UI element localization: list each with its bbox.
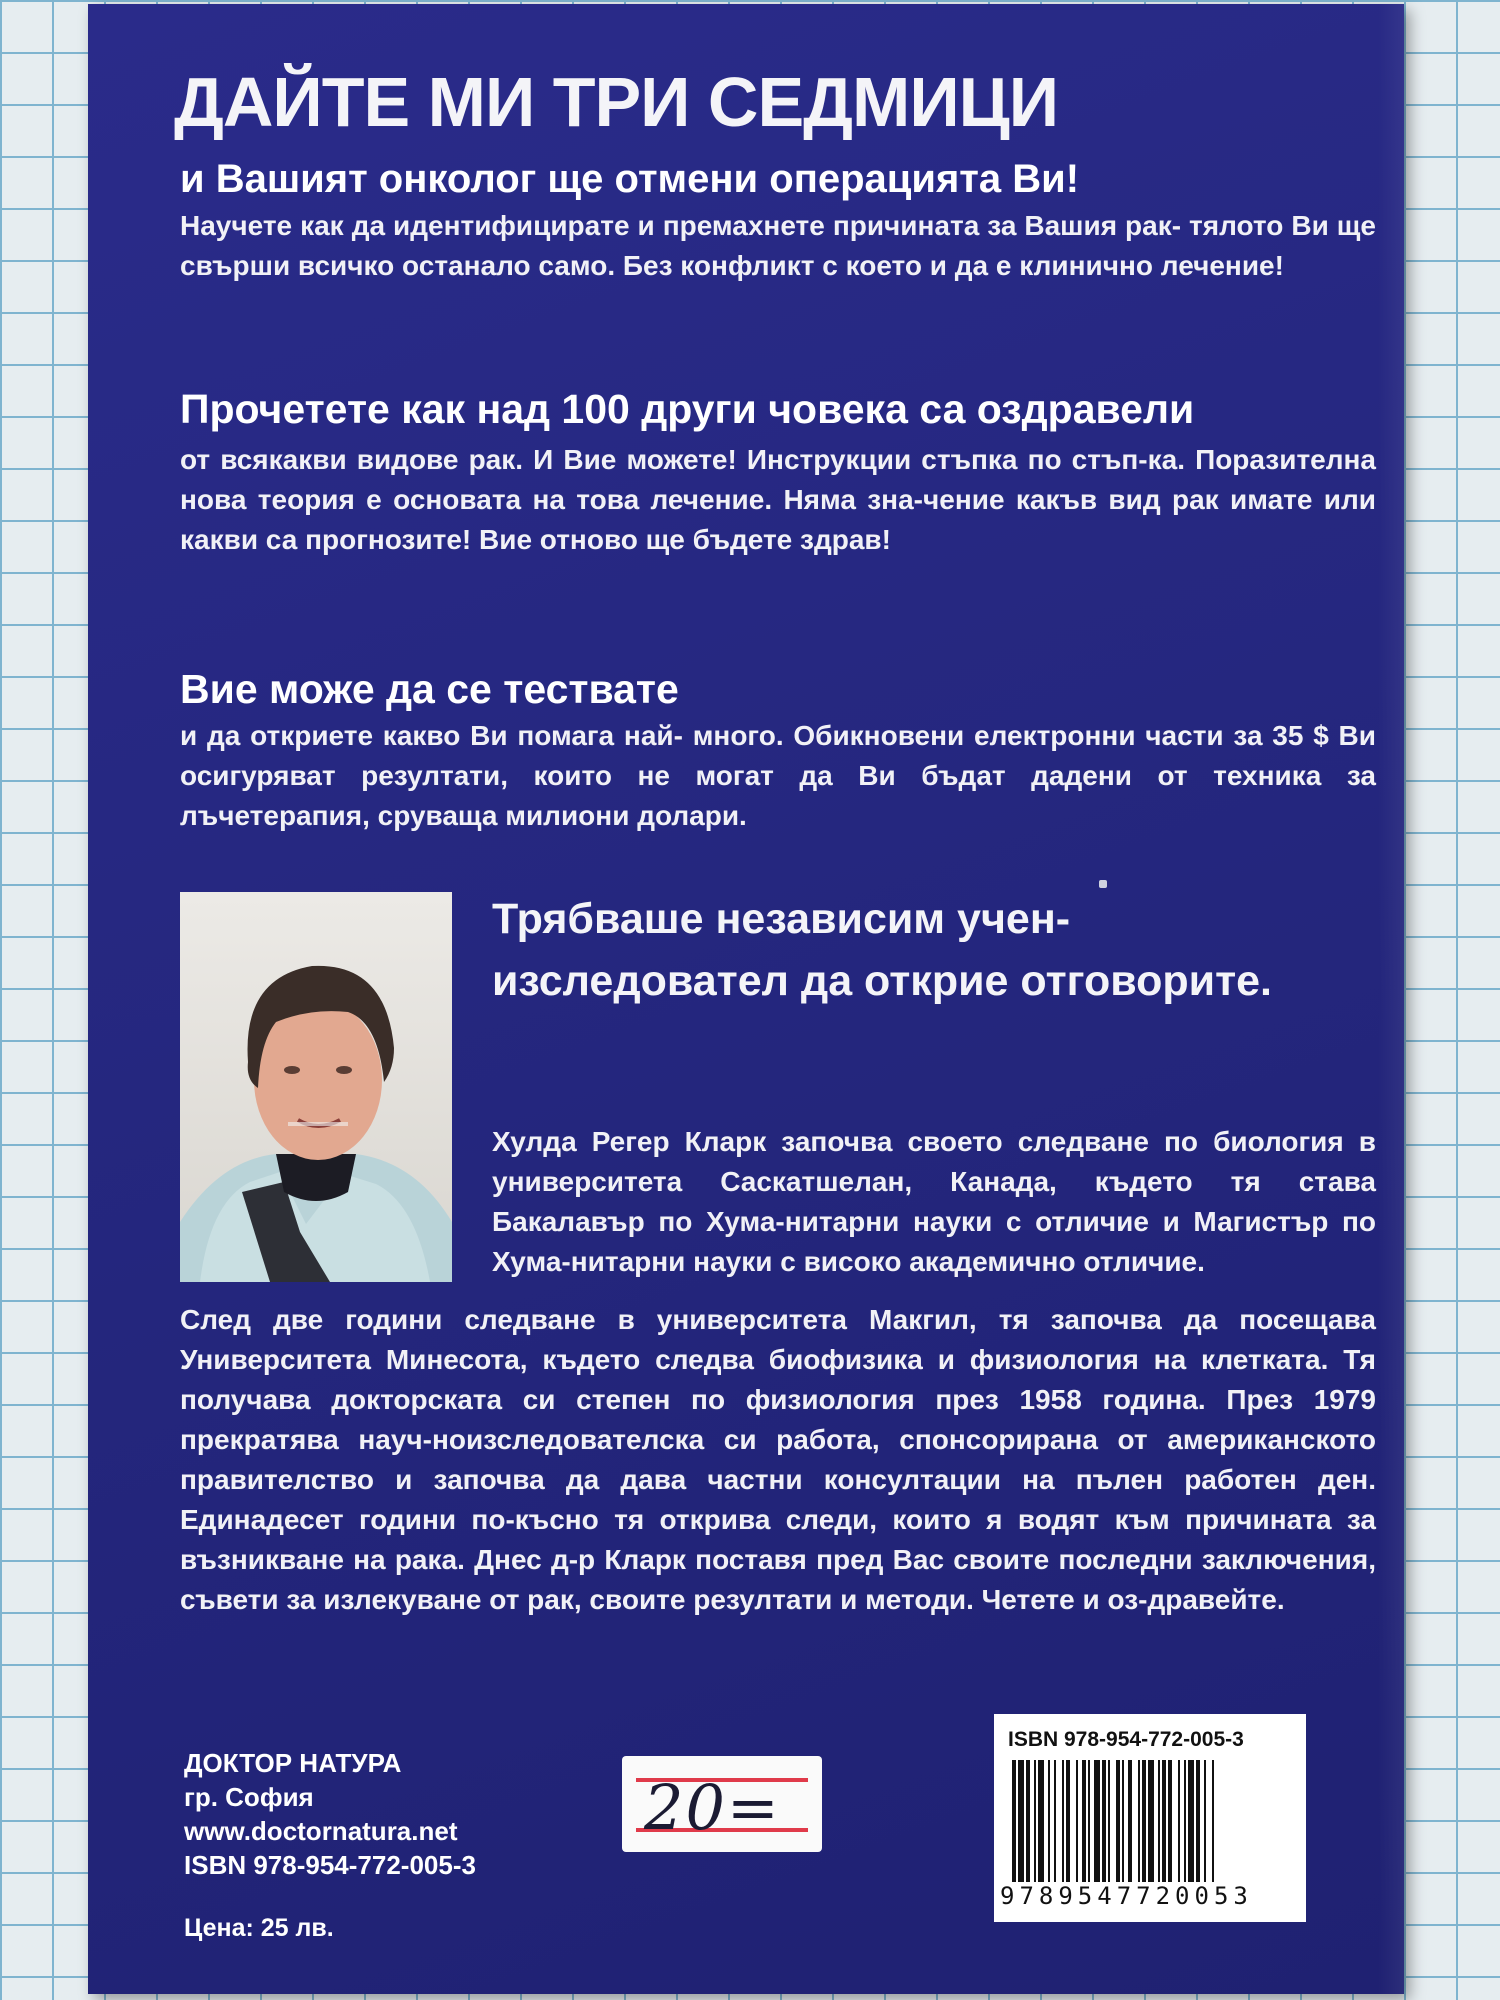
barcode-bar xyxy=(1026,1760,1030,1882)
barcode-digits: 9789547720053 xyxy=(1000,1882,1253,1910)
barcode-bar xyxy=(1168,1760,1172,1882)
publisher-city: гр. София xyxy=(184,1782,314,1812)
author-photo xyxy=(180,892,452,1282)
barcode-bar xyxy=(1162,1760,1166,1882)
barcode-bar xyxy=(1148,1760,1154,1882)
publisher-block xyxy=(184,1746,684,1882)
barcode-panel xyxy=(994,1714,1306,1922)
section3-heading: Вие може да се тествате xyxy=(180,666,679,712)
barcode-bar xyxy=(1048,1760,1050,1882)
barcode-bar xyxy=(1082,1760,1086,1882)
barcode-bar xyxy=(1062,1760,1064,1882)
barcode-isbn-text: ISBN 978-954-772-005-3 xyxy=(1008,1728,1244,1751)
barcode-bar xyxy=(1184,1760,1186,1882)
bio-paragraph-part2: След две години следване в университета Макгил, тя започва да посещава Университета Минесота, където следва биофизика и физиология на клетката. Тя получава докторската си степен по физиология през 1958 година. През 1979 прекратява науч-ноизследователска си работа, спонсорирана от американското правителство и започва да дава частни консултации на пълен работен ден. Единадесет години по-късно тя открива следи, които я водят към причината за възникване на рака. Днес д-р Кларк поставя пред Вас своите последни заключения, съвети за излекуване от рак, своите резултати и методи. Четете и оз-дравейте. xyxy=(180,1304,1376,1615)
barcode-bar xyxy=(1018,1760,1024,1882)
cover-speck xyxy=(1099,880,1107,888)
barcode-bar xyxy=(1196,1760,1200,1882)
publisher-website: www.doctornatura.net xyxy=(184,1816,458,1846)
intro-paragraph: Научете как да идентифицирате и премахнете причината за Вашия рак- тялото Ви ще свърши всичко останало само. Без конфликт с което и да е клинично лечение! xyxy=(180,210,1376,281)
quote-heading: Трябваше независим учен-изследовател да открие отговорите. xyxy=(492,895,1273,1005)
barcode-bar xyxy=(1038,1760,1044,1882)
barcode-icon xyxy=(1008,1760,1292,1882)
barcode-bar xyxy=(1188,1760,1194,1882)
book-back-cover xyxy=(88,4,1404,1994)
publisher-name: ДОКТОР НАТУРА xyxy=(184,1748,402,1778)
section2-heading: Прочетете как над 100 други човека са оздравели xyxy=(180,386,1195,432)
barcode-bar xyxy=(1066,1760,1070,1882)
barcode-bar xyxy=(1034,1760,1036,1882)
barcode-bar xyxy=(1158,1760,1160,1882)
cover-title: ДАЙТЕ МИ ТРИ СЕДМИЦИ xyxy=(174,63,1059,141)
barcode-bar xyxy=(1094,1760,1100,1882)
barcode-bar xyxy=(1088,1760,1090,1882)
sticker-handwritten-price: 20= xyxy=(644,1771,781,1844)
barcode-bar xyxy=(1076,1760,1078,1882)
cover-subtitle: и Вашият онколог ще отмени операцията Ви! xyxy=(180,157,1080,201)
barcode-bar xyxy=(1142,1760,1146,1882)
barcode-bar xyxy=(1108,1760,1110,1882)
barcode-bar xyxy=(1012,1760,1016,1882)
barcode-bar xyxy=(1054,1760,1056,1882)
barcode-bar xyxy=(1102,1760,1106,1882)
barcode-bar xyxy=(1204,1760,1206,1882)
barcode-bar xyxy=(1128,1760,1132,1882)
price-label: Цена: 25 лв. xyxy=(184,1914,334,1942)
barcode-bar xyxy=(1116,1760,1120,1882)
bio-paragraph-part1: Хулда Регер Кларк започва своето следване по биология в университета Саскатшелан, Канада, където тя става Бакалавър по Хума-нитарни науки с отличие и Магистър по Хума-нитарни науки с високо академично отличие. xyxy=(492,1126,1376,1277)
author-portrait-illustration xyxy=(180,892,452,1282)
section2-paragraph: от всякакви видове рак. И Вие можете! Инструкции стъпка по стъп-ка. Поразителна нова теория е основата на това лечение. Няма зна-чение какъв вид рак имате или какви са прогнозите! Вие отново ще бъдете здрав! xyxy=(180,444,1376,555)
price-sticker xyxy=(622,1756,822,1852)
section3-paragraph: и да откриете какво Ви помага най- много. Обикновени електронни части за 35 $ Ви осигуряват резултати, които не могат да Ви бъдат дадени от техника за лъчетерапия, сруваща милиони долари. xyxy=(180,720,1376,831)
barcode-bar xyxy=(1178,1760,1180,1882)
barcode-bar xyxy=(1138,1760,1140,1882)
publisher-isbn: ISBN 978-954-772-005-3 xyxy=(184,1850,476,1880)
barcode-bar xyxy=(1212,1760,1214,1882)
barcode-bar xyxy=(1122,1760,1124,1882)
